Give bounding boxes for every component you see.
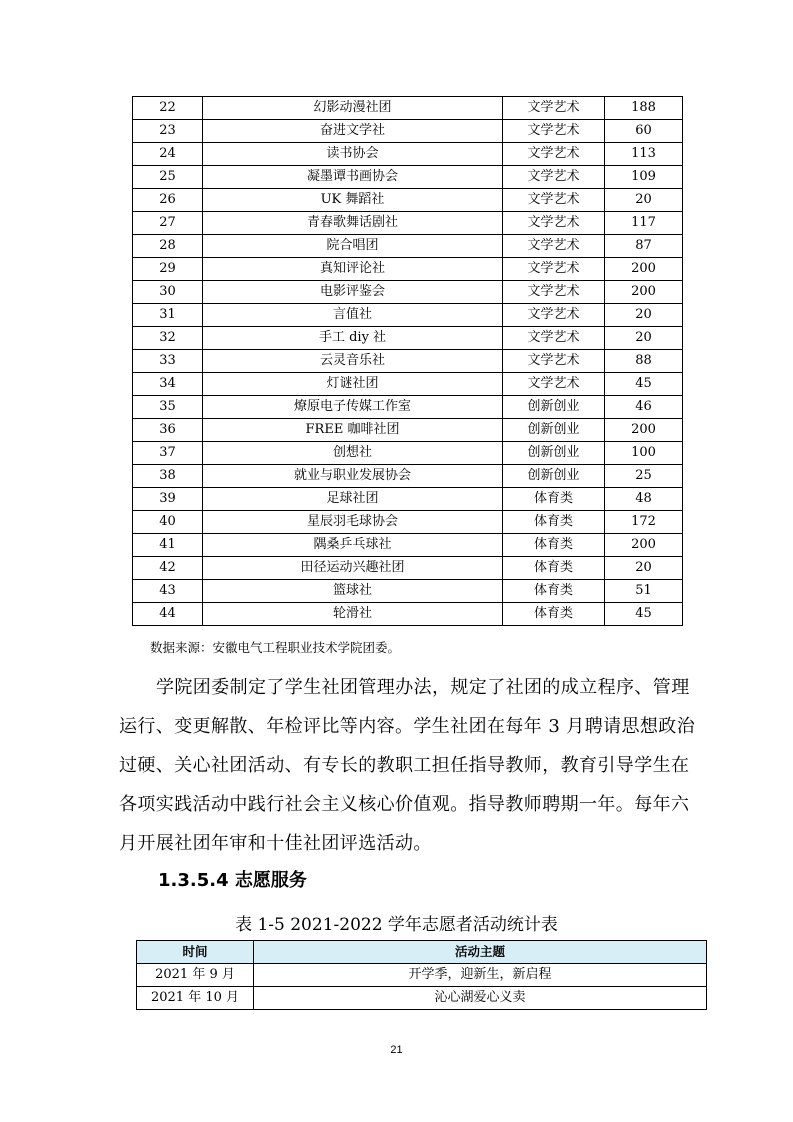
cell-category: 体育类 xyxy=(503,511,605,534)
clubs-table-body xyxy=(133,97,683,626)
cell-club-name: 云灵音乐社 xyxy=(203,350,503,373)
cell-number: 22 xyxy=(133,97,203,120)
cell-member-count: 25 xyxy=(605,465,683,488)
cell-member-count: 51 xyxy=(605,580,683,603)
cell-category: 文学艺术 xyxy=(503,166,605,189)
cell-member-count: 172 xyxy=(605,511,683,534)
table-row xyxy=(133,304,683,327)
cell-category: 文学艺术 xyxy=(503,120,605,143)
cell-club-name: 篮球社 xyxy=(203,580,503,603)
cell-time: 2021 年 10 月 xyxy=(137,987,254,1010)
cell-category: 文学艺术 xyxy=(503,281,605,304)
cell-number: 30 xyxy=(133,281,203,304)
volunteer-table xyxy=(136,940,707,1010)
cell-member-count: 100 xyxy=(605,442,683,465)
table-row xyxy=(133,97,683,120)
cell-category: 文学艺术 xyxy=(503,258,605,281)
table-row xyxy=(133,557,683,580)
cell-number: 33 xyxy=(133,350,203,373)
cell-club-name: 足球社团 xyxy=(203,488,503,511)
table-row xyxy=(137,987,707,1010)
table-row xyxy=(133,534,683,557)
cell-member-count: 60 xyxy=(605,120,683,143)
cell-category: 文学艺术 xyxy=(503,327,605,350)
cell-number: 38 xyxy=(133,465,203,488)
cell-category: 体育类 xyxy=(503,488,605,511)
cell-category: 创新创业 xyxy=(503,442,605,465)
cell-category: 创新创业 xyxy=(503,465,605,488)
cell-number: 32 xyxy=(133,327,203,350)
cell-member-count: 188 xyxy=(605,97,683,120)
cell-club-name: 奋进文学社 xyxy=(203,120,503,143)
cell-number: 28 xyxy=(133,235,203,258)
cell-number: 39 xyxy=(133,488,203,511)
cell-member-count: 48 xyxy=(605,488,683,511)
cell-category: 体育类 xyxy=(503,603,605,626)
cell-club-name: 创想社 xyxy=(203,442,503,465)
cell-number: 26 xyxy=(133,189,203,212)
table-row xyxy=(133,465,683,488)
cell-club-name: UK 舞蹈社 xyxy=(203,189,503,212)
cell-member-count: 200 xyxy=(605,281,683,304)
table-row xyxy=(133,419,683,442)
cell-number: 23 xyxy=(133,120,203,143)
table-caption: 表 1-5 2021-2022 学年志愿者活动统计表 xyxy=(235,915,558,935)
page-number: 21 xyxy=(390,1044,403,1056)
cell-category: 体育类 xyxy=(503,557,605,580)
cell-category: 体育类 xyxy=(503,534,605,557)
table-row xyxy=(137,964,707,987)
table-row xyxy=(133,580,683,603)
cell-number: 31 xyxy=(133,304,203,327)
cell-category: 文学艺术 xyxy=(503,373,605,396)
cell-number: 25 xyxy=(133,166,203,189)
cell-member-count: 113 xyxy=(605,143,683,166)
table-row xyxy=(133,281,683,304)
cell-category: 文学艺术 xyxy=(503,189,605,212)
table-row xyxy=(133,258,683,281)
cell-member-count: 20 xyxy=(605,557,683,580)
cell-member-count: 46 xyxy=(605,396,683,419)
volunteer-table-body xyxy=(137,964,707,1010)
cell-member-count: 200 xyxy=(605,534,683,557)
table-row xyxy=(133,189,683,212)
cell-theme: 沁心湖爱心义卖 xyxy=(254,987,707,1010)
cell-number: 29 xyxy=(133,258,203,281)
cell-member-count: 45 xyxy=(605,373,683,396)
cell-club-name: 电影评鉴会 xyxy=(203,281,503,304)
cell-member-count: 88 xyxy=(605,350,683,373)
cell-category: 体育类 xyxy=(503,580,605,603)
cell-club-name: 燎原电子传媒工作室 xyxy=(203,396,503,419)
cell-club-name: 就业与职业发展协会 xyxy=(203,465,503,488)
cell-club-name: 言值社 xyxy=(203,304,503,327)
cell-club-name: 田径运动兴趣社团 xyxy=(203,557,503,580)
header-time: 时间 xyxy=(137,941,254,964)
table-row xyxy=(133,511,683,534)
cell-category: 文学艺术 xyxy=(503,97,605,120)
cell-club-name: 灯谜社团 xyxy=(203,373,503,396)
table-row xyxy=(133,442,683,465)
cell-member-count: 45 xyxy=(605,603,683,626)
table-row xyxy=(133,488,683,511)
cell-club-name: 隅桑乒乓球社 xyxy=(203,534,503,557)
table-row xyxy=(133,603,683,626)
header-theme: 活动主题 xyxy=(254,941,707,964)
section-heading: 1.3.5.4 志愿服务 xyxy=(158,870,307,891)
cell-number: 27 xyxy=(133,212,203,235)
table-row xyxy=(133,166,683,189)
cell-club-name: 院合唱团 xyxy=(203,235,503,258)
table-row xyxy=(133,373,683,396)
cell-number: 42 xyxy=(133,557,203,580)
cell-club-name: 轮滑社 xyxy=(203,603,503,626)
table-row xyxy=(133,350,683,373)
cell-number: 34 xyxy=(133,373,203,396)
cell-member-count: 200 xyxy=(605,258,683,281)
table-row xyxy=(133,120,683,143)
cell-club-name: 读书协会 xyxy=(203,143,503,166)
cell-member-count: 117 xyxy=(605,212,683,235)
body-paragraph xyxy=(119,668,699,863)
cell-category: 文学艺术 xyxy=(503,350,605,373)
cell-theme: 开学季，迎新生，新启程 xyxy=(254,964,707,987)
cell-club-name: 真知评论社 xyxy=(203,258,503,281)
cell-number: 24 xyxy=(133,143,203,166)
cell-club-name: 青春歌舞话剧社 xyxy=(203,212,503,235)
cell-member-count: 87 xyxy=(605,235,683,258)
table-row xyxy=(133,327,683,350)
cell-club-name: FREE 咖啡社团 xyxy=(203,419,503,442)
cell-number: 37 xyxy=(133,442,203,465)
cell-time: 2021 年 9 月 xyxy=(137,964,254,987)
table-header-row xyxy=(137,941,707,964)
cell-member-count: 20 xyxy=(605,189,683,212)
cell-number: 35 xyxy=(133,396,203,419)
cell-member-count: 20 xyxy=(605,304,683,327)
cell-club-name: 凝墨谭书画协会 xyxy=(203,166,503,189)
cell-category: 创新创业 xyxy=(503,419,605,442)
data-source-note: 数据来源：安徽电气工程职业技术学院团委。 xyxy=(150,640,401,655)
cell-category: 文学艺术 xyxy=(503,235,605,258)
cell-category: 文学艺术 xyxy=(503,304,605,327)
cell-member-count: 109 xyxy=(605,166,683,189)
cell-club-name: 星辰羽毛球协会 xyxy=(203,511,503,534)
paragraph-text: 学院团委制定了学生社团管理办法，规定了社团的成立程序、管理运行、变更解散、年检评比等内容。学生社团在每年 3 月聘请思想政治过硬、关心社团活动、有专长的教职工担任指导教师，教育引导学生在各项实践活动中践行社会主义核心价值观。指导教师聘期一年。每年六月开展社团年审和十佳社团评选活动。 xyxy=(119,677,696,854)
cell-number: 43 xyxy=(133,580,203,603)
cell-member-count: 200 xyxy=(605,419,683,442)
table-row xyxy=(133,396,683,419)
cell-number: 44 xyxy=(133,603,203,626)
cell-category: 文学艺术 xyxy=(503,143,605,166)
cell-number: 41 xyxy=(133,534,203,557)
cell-member-count: 20 xyxy=(605,327,683,350)
table-row xyxy=(133,143,683,166)
clubs-table xyxy=(132,96,683,626)
cell-number: 36 xyxy=(133,419,203,442)
cell-category: 创新创业 xyxy=(503,396,605,419)
cell-club-name: 幻影动漫社团 xyxy=(203,97,503,120)
table-row xyxy=(133,235,683,258)
cell-club-name: 手工 diy 社 xyxy=(203,327,503,350)
cell-number: 40 xyxy=(133,511,203,534)
table-row xyxy=(133,212,683,235)
cell-category: 文学艺术 xyxy=(503,212,605,235)
